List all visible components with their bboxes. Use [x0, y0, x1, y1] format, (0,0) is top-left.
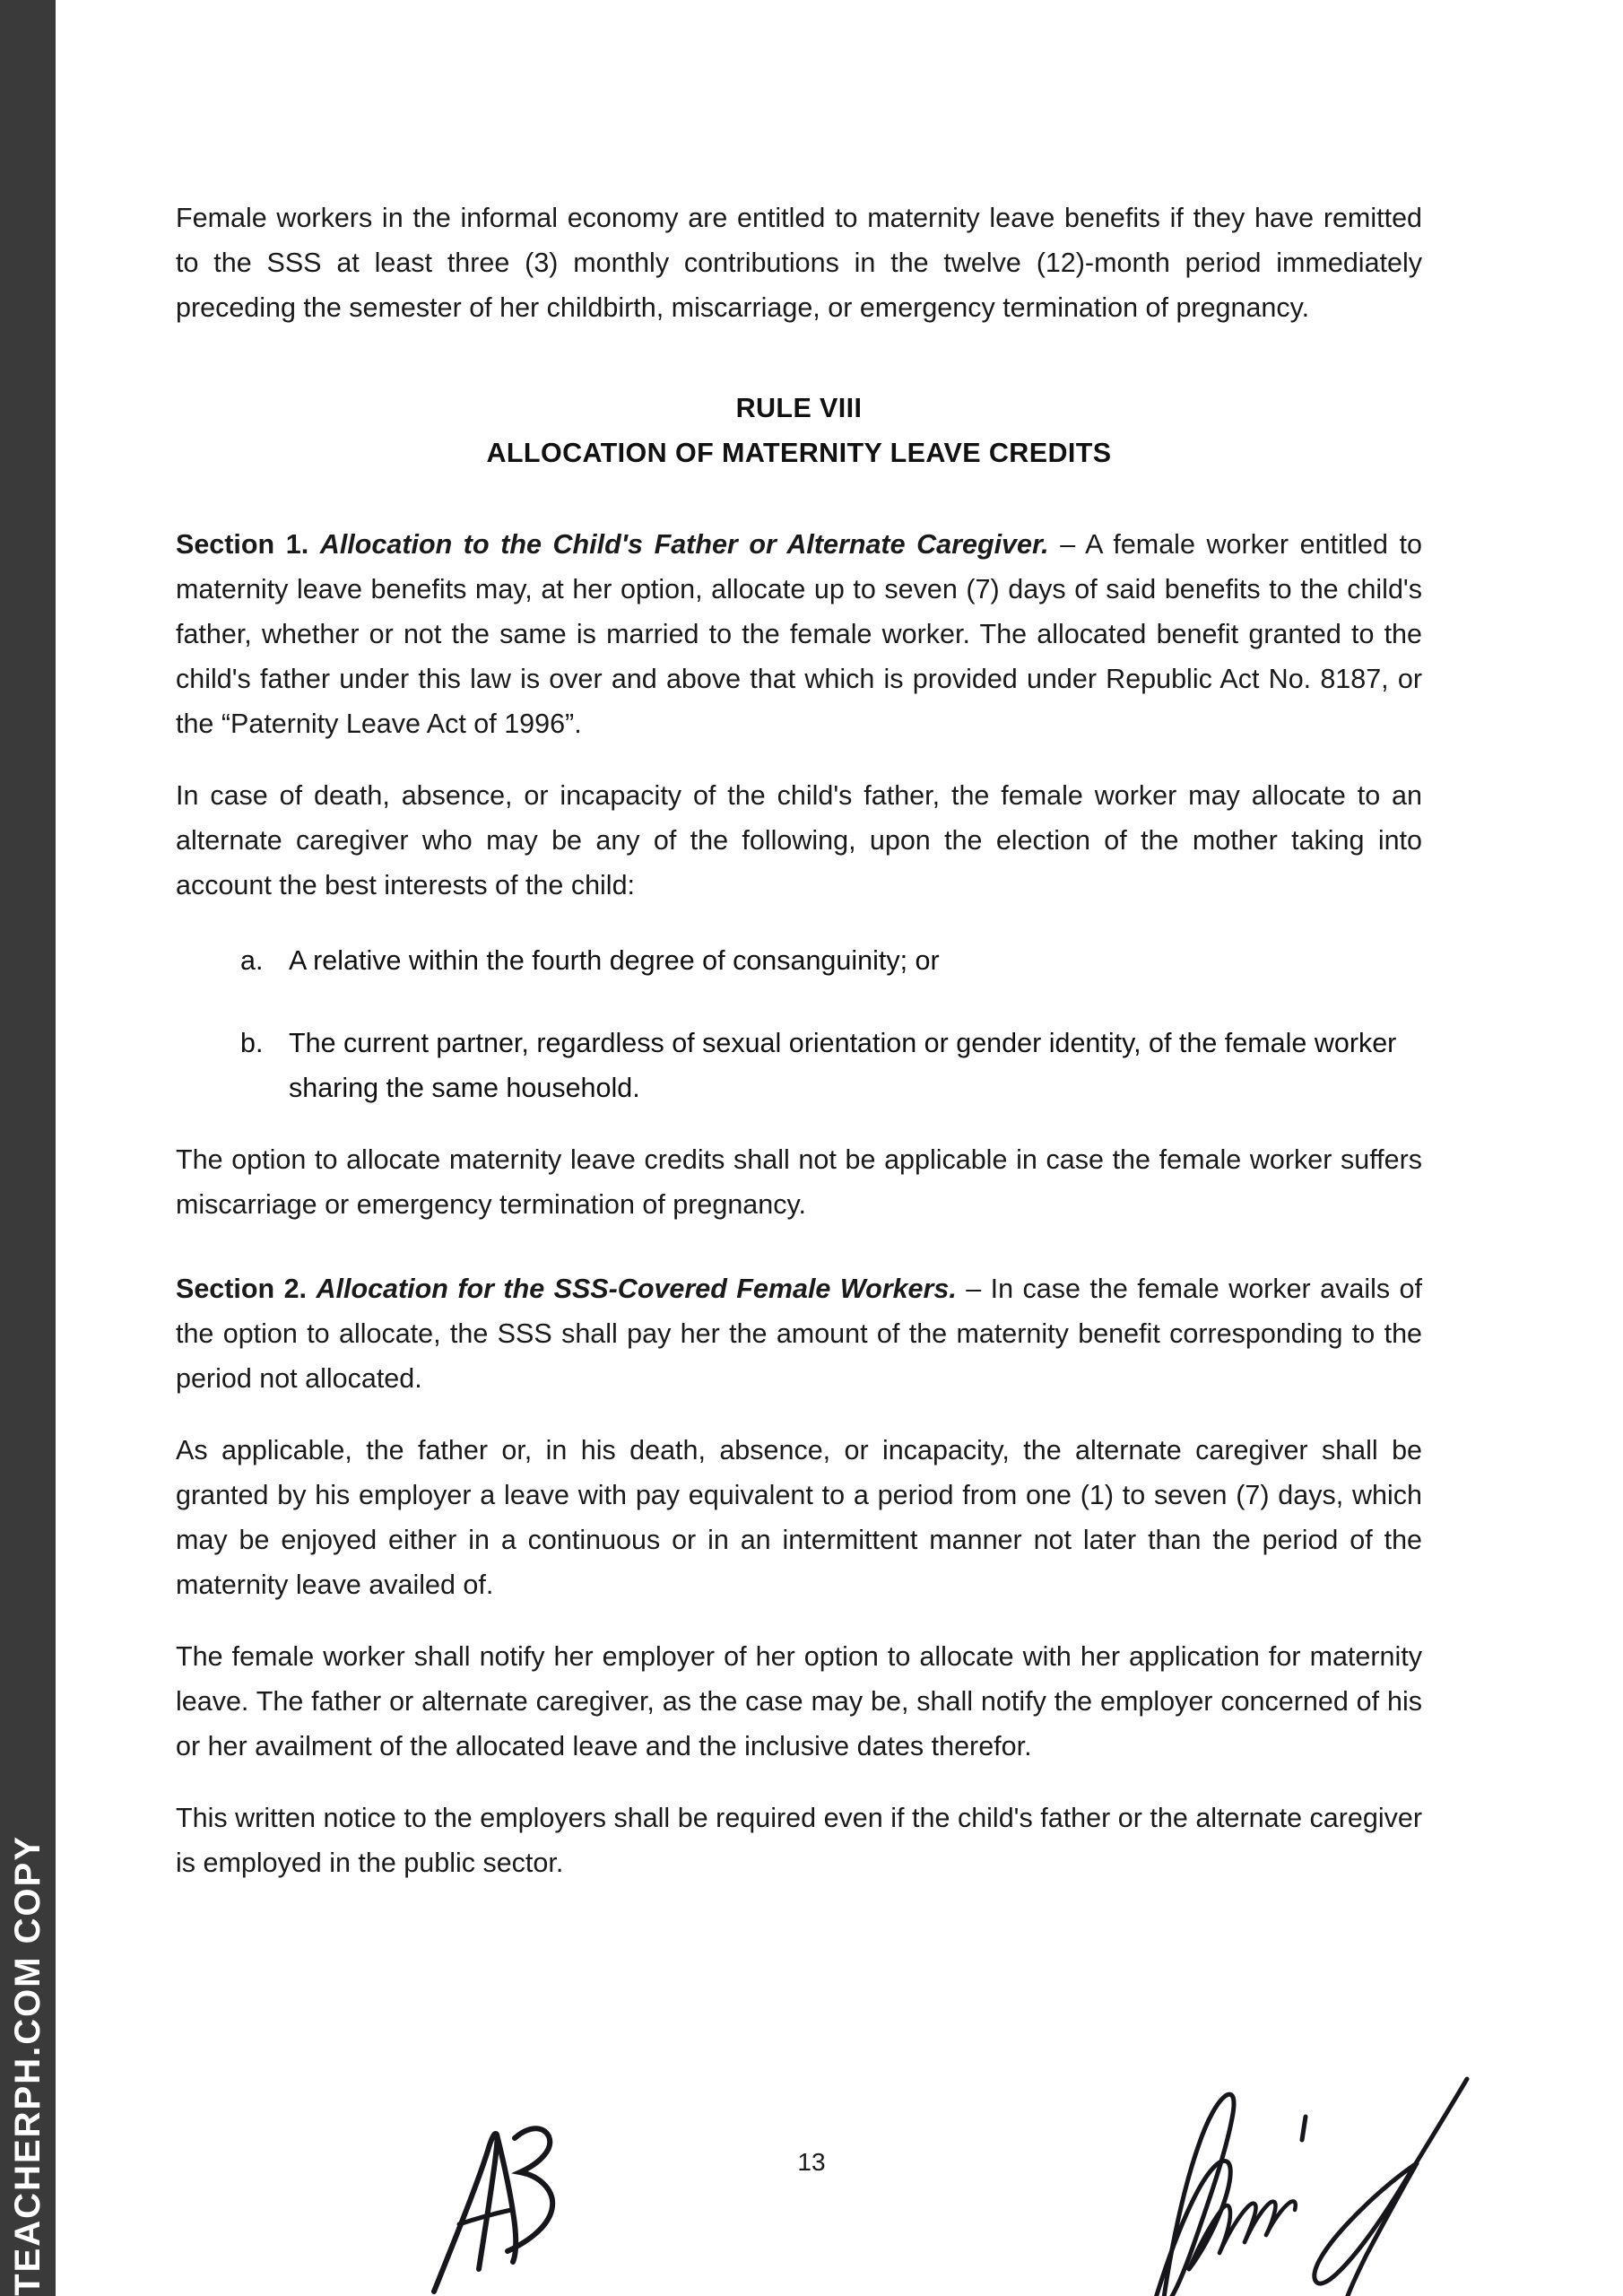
- section1-lead-paragraph: [176, 522, 1422, 746]
- section1-paragraph-2: In case of death, absence, or incapacity of the child's father, the female worker may allocate to an alternate caregiver who may be any of the following, upon the election of the mother taking into account the best interests of the child:: [176, 780, 1422, 900]
- signature-right: [1112, 2063, 1488, 2296]
- section1-paragraph-3: The option to allocate maternity leave credits shall not be applicable in case the female worker suffers miscarriage or emergency termination of pregnancy.: [176, 1144, 1422, 1220]
- signature-left: [421, 2099, 610, 2296]
- watermark-label: [0, 0, 56, 2296]
- section2-title: Allocation for the SSS-Covered Female Workers.: [316, 1274, 957, 1304]
- rule-heading-title: ALLOCATION OF MATERNITY LEAVE CREDITS: [486, 438, 1112, 468]
- section2-paragraph-3: The female worker shall notify her employer of her option to allocate with her application for maternity leave. The father or alternate caregiver, as the case may be, shall notify the employer concerned of his or her availment of the allocated leave and the inclusive dates therefor.: [176, 1641, 1422, 1761]
- intro-paragraph: Female workers in the informal economy are entitled to maternity leave benefits if they have remitted to the SSS at least three (3) monthly contributions in the twelve (12)-month period immediately preceding the semester of her childbirth, miscarriage, or emergency termination of pregnancy.: [176, 203, 1422, 323]
- list-item-marker: a.: [240, 945, 264, 976]
- page-footer: [0, 2090, 1623, 2296]
- section1-lead-text: – A female worker entitled to maternity leave benefits may, at her option, allocate up to seven (7) days of said benefits to the child's father, whether or not the same is married to the female worker. The allocated benefit granted to the child's father under this law is over and above that which is provided under Republic Act No. 8187, or the “Paternity Leave Act of 1996”.: [176, 529, 1422, 739]
- list-item-text: A relative within the fourth degree of consanguinity; or: [289, 945, 940, 976]
- section2-lead-paragraph: [176, 1266, 1422, 1401]
- page-number: 13: [797, 2148, 826, 2176]
- section1-label: Section 1.: [176, 529, 309, 560]
- watermark-text: TEACHERPH.COM COPY: [8, 1835, 48, 2296]
- rule-heading-number: RULE VIII: [735, 393, 863, 423]
- section2-label: Section 2.: [176, 1274, 308, 1304]
- list-item-marker: b.: [240, 1028, 264, 1058]
- page-content: [176, 196, 1422, 1912]
- list-item: [240, 938, 1422, 983]
- list-item: [240, 1021, 1422, 1110]
- section1-title: Allocation to the Child's Father or Alternate Caregiver.: [319, 529, 1049, 560]
- section2-lead-text: – In case the female worker avails of the option to allocate, the SSS shall pay her the amount of the maternity benefit corresponding to the period not allocated.: [176, 1274, 1422, 1394]
- section2-paragraph-2: As applicable, the father or, in his death, absence, or incapacity, the alternate caregiver shall be granted by his employer a leave with pay equivalent to a period from one (1) to seven (7) days, which may be enjoyed either in a continuous or in an intermittent manner not later than the period of the maternity leave availed of.: [176, 1435, 1422, 1600]
- section2-paragraph-4: This written notice to the employers shall be required even if the child's father or the alternate caregiver is employed in the public sector.: [176, 1803, 1422, 1878]
- rule-heading: [176, 386, 1422, 475]
- alternate-caregiver-list: [176, 938, 1422, 1110]
- list-item-text: The current partner, regardless of sexual orientation or gender identity, of the female worker sharing the same household.: [289, 1028, 1397, 1103]
